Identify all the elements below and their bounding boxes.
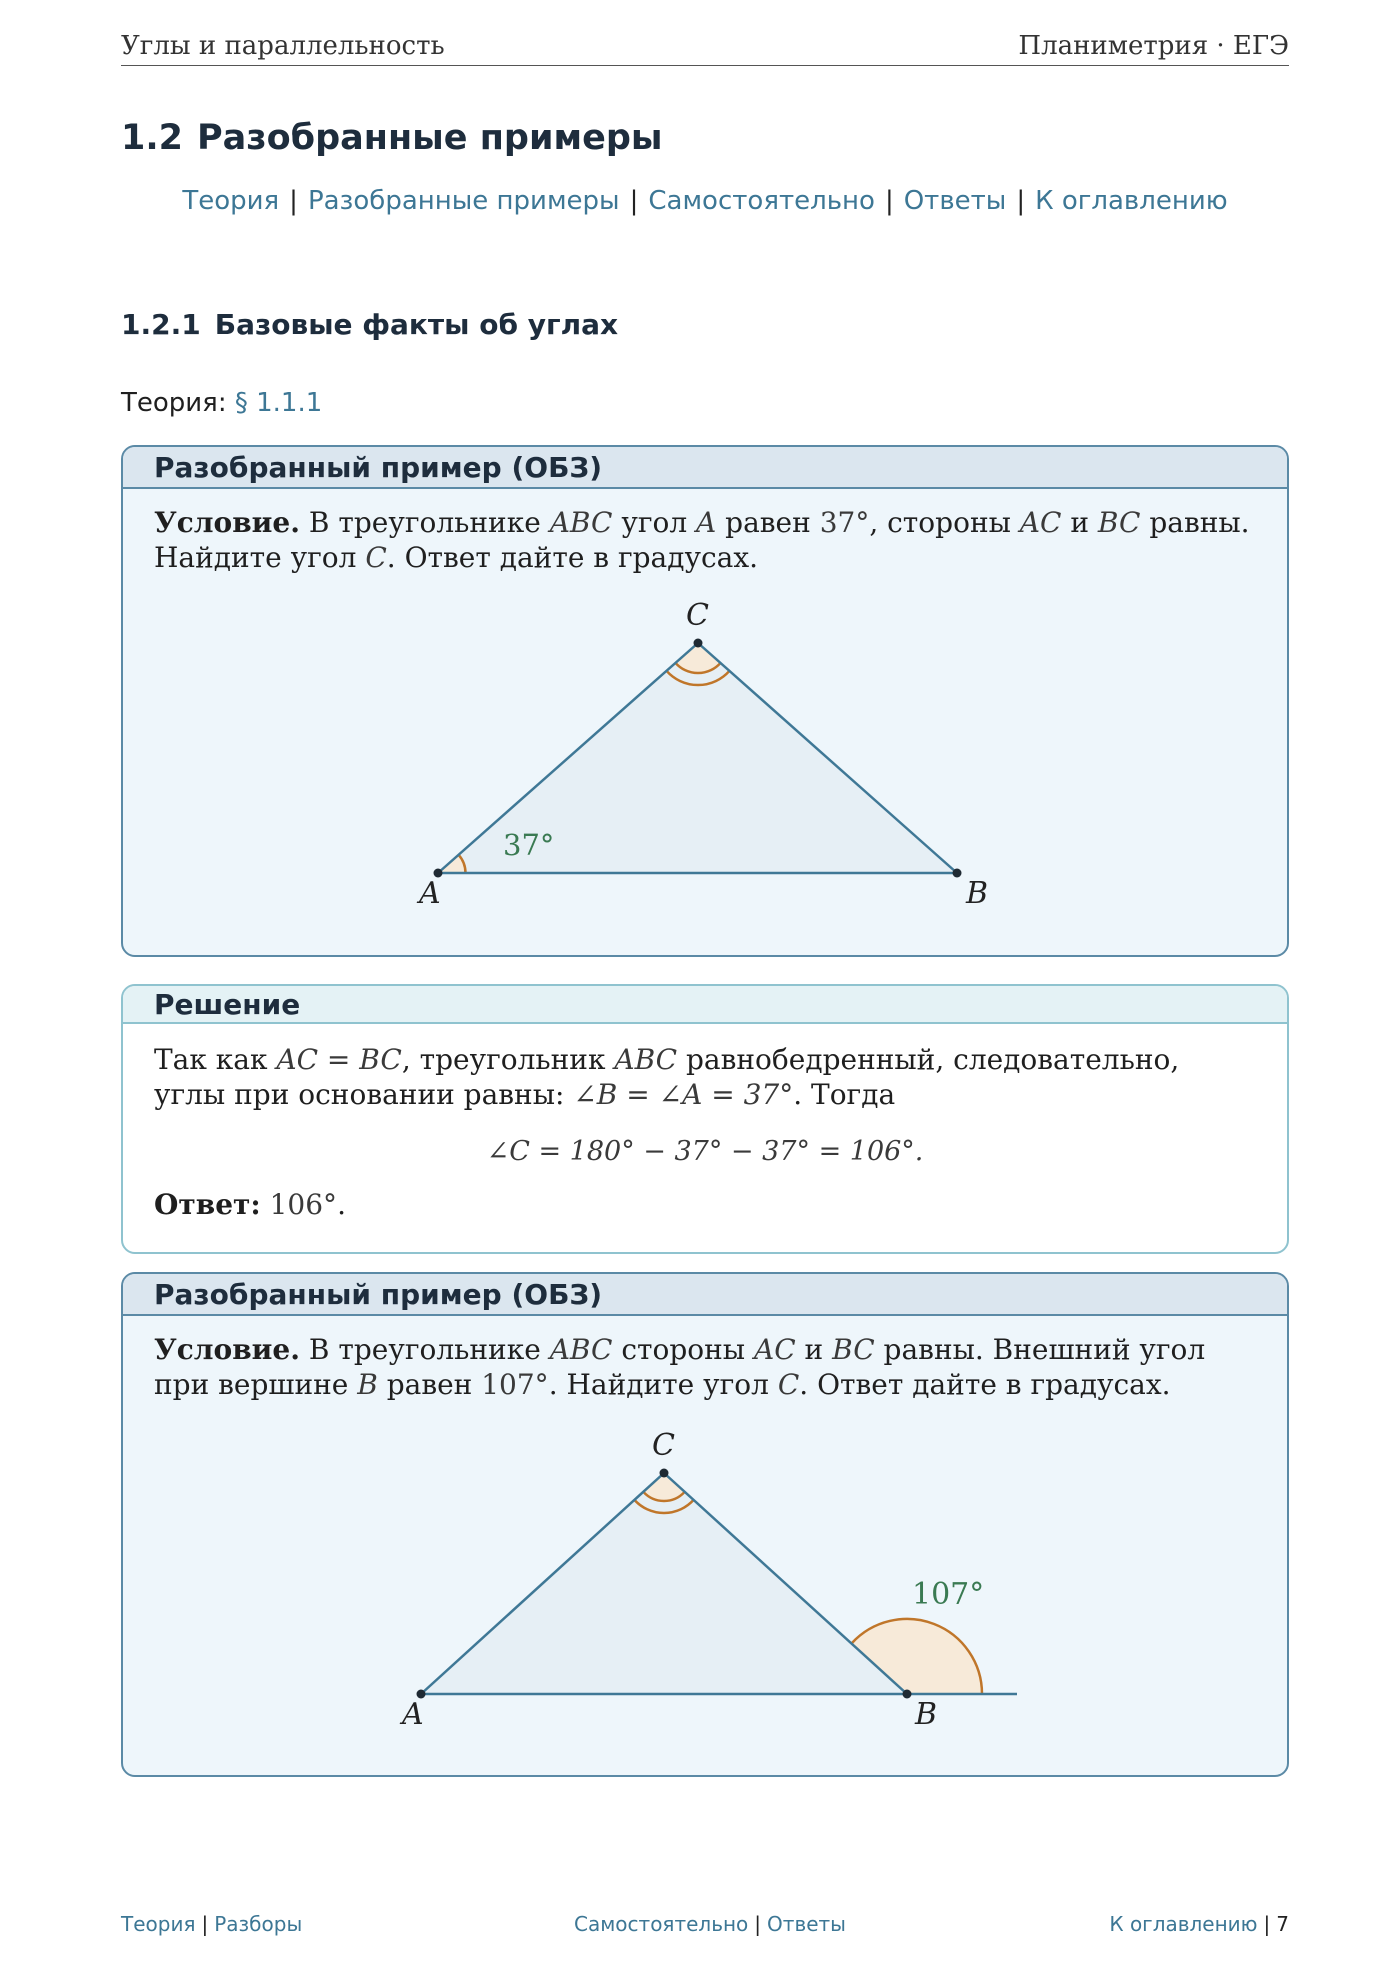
math-abc: ABC [549,506,613,539]
math-angle-value: 107° [481,1368,549,1401]
example-box-title: Разобранный пример (ОБЗ) [123,447,1287,489]
vertex-label-c: C [686,598,709,633]
footer-link-self[interactable]: Самостоятельно [574,1912,749,1936]
nav-link-toc[interactable]: К оглавлению [1035,186,1228,216]
theory-ref-link[interactable]: § 1.1.1 [234,388,323,418]
nav-link-examples[interactable]: Разобранные примеры [307,186,620,216]
condition-text: . Ответ дайте в градусах. [799,1368,1171,1401]
nav-separator: | [289,186,298,216]
section-nav [121,186,1289,216]
nav-link-theory[interactable]: Теория [182,186,280,216]
condition-text: , стороны [869,506,1020,539]
triangle-fill [421,1473,907,1694]
theory-ref-label: Теория: [121,388,227,418]
condition-text: равны. Найдите угол [154,506,1250,574]
condition-text: стороны [612,1333,754,1366]
condition-text: и [795,1333,833,1366]
theory-reference [121,388,322,418]
footer-link-examples[interactable]: Разборы [214,1912,303,1936]
section-title [121,118,663,158]
condition-text: . Ответ дайте в градусах. [386,541,759,574]
section-title-text: Разобранные примеры [197,118,663,158]
vertex-label-b: B [915,1697,938,1732]
math-ac: AC [754,1333,796,1366]
vertex-b-dot [953,869,962,878]
math-abc: ABC [549,1333,613,1366]
answer-value: 106° [269,1188,338,1221]
condition-text: равен [377,1368,482,1401]
nav-link-self[interactable]: Самостоятельно [648,186,875,216]
math-a: A [696,506,717,539]
example-box-title: Разобранный пример (ОБЗ) [123,1274,1287,1316]
example-box-1 [121,445,1289,957]
math-abc: ABC [614,1043,678,1076]
solution-title: Решение [123,986,1287,1024]
math-b: B [357,1368,378,1401]
answer-label: Ответ: [154,1188,261,1221]
condition-text: В треугольнике [299,506,550,539]
math-ac-eq-bc: AC = BC [276,1043,402,1076]
math-bc: BC [1097,506,1141,539]
vertex-label-c: C [652,1428,675,1463]
math-c: C [777,1368,800,1401]
vertex-label-b: B [966,876,989,911]
nav-separator: | [629,186,639,216]
condition-text: равен [716,506,820,539]
triangle-figure-2 [123,1274,1287,1775]
solution-text: Так как [154,1043,277,1076]
math-angle-value: 37° [819,506,870,539]
footer-left [121,1912,302,1942]
footer-link-answers[interactable]: Ответы [767,1912,846,1936]
condition-text: и [1061,506,1098,539]
footer-center [574,1912,846,1942]
nav-separator: | [1016,186,1026,216]
footer-separator: | [201,1912,209,1936]
header-chapter: Углы и параллельность [121,31,445,61]
math-c: C [365,541,387,574]
vertex-c-dot [660,1469,669,1478]
section-number: 1.2 [121,118,184,158]
header-course: Планиметрия · ЕГЭ [1018,31,1289,61]
vertex-label-a: A [419,876,441,911]
triangle-figure-1 [123,447,1287,955]
condition-text: угол [612,506,697,539]
footer-link-theory[interactable]: Теория [121,1912,196,1936]
subsection-title [121,308,618,341]
page-number: 7 [1276,1912,1289,1936]
running-header [121,30,1289,66]
condition-text: . Найдите угол [548,1368,778,1401]
subsection-title-text: Базовые факты об углах [214,308,619,341]
math-bc: BC [832,1333,875,1366]
angle-a-label: 37° [503,828,555,862]
solution-text: , треугольник [401,1043,615,1076]
condition-label: Условие. [154,1333,300,1366]
solution-paragraph [154,1042,1256,1112]
display-equation: ∠C = 180° − 37° − 37° = 106°. [486,1136,924,1167]
math-base-angles: ∠B = ∠A = 37° [573,1078,794,1111]
vertex-label-a: A [402,1697,424,1732]
subsection-number: 1.2.1 [121,308,201,341]
solution-text: равнобедренный, следовательно, углы при основании равны: [154,1043,1180,1111]
solution-body [123,1024,1287,1222]
math-ac: AC [1019,506,1062,539]
vertex-b-dot [903,1690,912,1699]
solution-box [121,984,1289,1254]
footer-right [1109,1912,1289,1942]
condition-label: Условие. [154,506,300,539]
nav-separator: | [884,186,894,216]
footer-link-toc[interactable]: К оглавлению [1109,1912,1258,1936]
exterior-angle-label: 107° [912,1577,985,1612]
footer-separator: | [1263,1912,1271,1936]
nav-link-answers[interactable]: Ответы [903,186,1007,216]
condition-text: В треугольнике [299,1333,550,1366]
example-box-2 [121,1272,1289,1777]
footer-separator: | [754,1912,762,1936]
vertex-c-dot [694,639,703,648]
answer-line [154,1187,1256,1222]
condition-text: равны. Внешний угол при вершине [154,1333,1206,1401]
answer-end: . [337,1188,346,1221]
solution-text: . Тогда [793,1078,896,1111]
